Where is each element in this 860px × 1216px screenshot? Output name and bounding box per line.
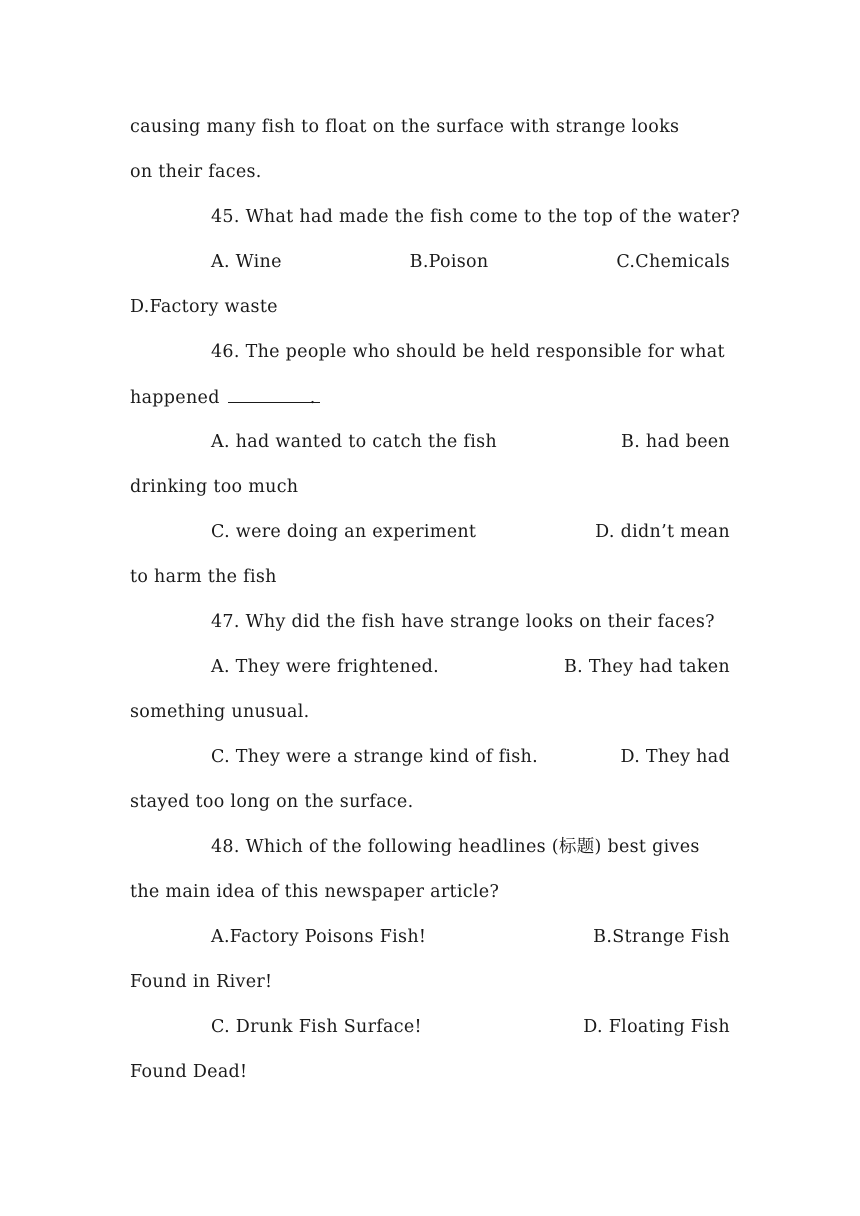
option-d: D. Floating Fish	[583, 1017, 730, 1037]
option-c: C.Chemicals	[616, 252, 730, 272]
question-45-options	[211, 250, 730, 274]
option-c: C. They were a strange kind of fish.	[211, 747, 538, 767]
option-b: B. had been	[621, 432, 730, 452]
question-47-options-cd	[211, 745, 730, 769]
question-47-options-ab	[211, 655, 730, 679]
question-48-stem: 48. Which of the following headlines (标题) best gives	[211, 837, 700, 857]
question-46-options-cd	[211, 520, 730, 544]
option-d: D. didn’t mean	[595, 522, 730, 542]
option-b: B.Poison	[409, 252, 489, 272]
option-a: A. had wanted to catch the fish	[211, 432, 497, 452]
option-d-cont: to harm the fish	[130, 567, 277, 587]
passage-line: causing many fish to float on the surface with strange looks	[130, 117, 680, 137]
option-d-cont: stayed too long on the surface.	[130, 792, 414, 812]
question-48-stem-cont: the main idea of this newspaper article?	[130, 882, 500, 902]
option-b-cont: Found in River!	[130, 972, 273, 992]
question-46-stem: 46. The people who should be held responsible for what	[211, 342, 725, 362]
question-48-options-ab	[211, 925, 730, 949]
option-a: A. They were frightened.	[211, 657, 440, 677]
option-d: D. They had	[620, 747, 730, 767]
answer-blank	[228, 385, 320, 403]
option-b: B. They had taken	[563, 657, 730, 677]
question-46-options-ab	[211, 430, 730, 454]
passage-line: on their faces.	[130, 162, 262, 182]
question-48-options-cd	[211, 1015, 730, 1039]
option-a: A. Wine	[211, 252, 282, 272]
option-c: C. Drunk Fish Surface!	[211, 1017, 422, 1037]
question-47-stem: 47. Why did the fish have strange looks on their faces?	[211, 612, 715, 632]
question-45-stem: 45. What had made the fish come to the top of the water?	[211, 207, 741, 227]
option-c: C. were doing an experiment	[211, 522, 477, 542]
option-b: B.Strange Fish	[593, 927, 730, 947]
stem-text: happened	[130, 388, 220, 408]
option-b-cont: drinking too much	[130, 477, 299, 497]
option-b-cont: something unusual.	[130, 702, 310, 722]
stem-period: .	[309, 388, 316, 408]
option-d-cont: Found Dead!	[130, 1062, 248, 1082]
option-d: D.Factory waste	[130, 297, 278, 317]
question-46-stem-cont	[130, 385, 730, 410]
option-a: A.Factory Poisons Fish!	[211, 927, 427, 947]
